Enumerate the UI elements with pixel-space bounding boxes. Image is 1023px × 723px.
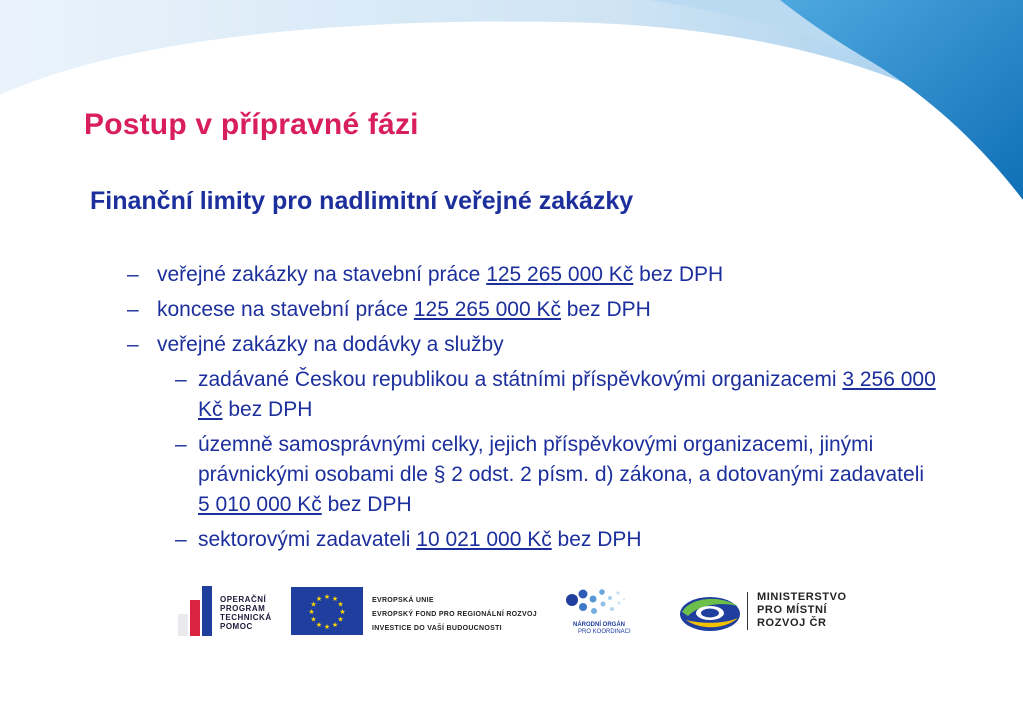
svg-text:★: ★ — [337, 615, 344, 624]
item-text: veřejné zakázky na stavební práce — [157, 263, 487, 286]
mmr-logo-line: ROZVOJ ČR — [757, 617, 827, 629]
op-technicka-pomoc-logo — [178, 586, 274, 636]
svg-text:★: ★ — [315, 595, 323, 603]
svg-text:★: ★ — [310, 615, 317, 624]
list-item — [0, 295, 917, 325]
list-item — [0, 260, 917, 290]
svg-text:★: ★ — [323, 623, 331, 631]
item-amount: 10 021 000 Kč — [416, 528, 552, 551]
item-text: územně samosprávnými celky, jejich příspěvkovými organizacemi, jinými právnickými osobami dle § 2 odst. 2 písm. d) zákona, a dotovanými zadavateli — [198, 433, 925, 486]
op-logo-line: TECHNICKÁ — [220, 613, 272, 622]
bullet-dash: – — [127, 263, 139, 286]
svg-text:★: ★ — [315, 621, 323, 629]
svg-text:★: ★ — [323, 593, 331, 601]
bullet-dash: – — [175, 528, 187, 551]
item-amount: 125 265 000 Kč — [413, 298, 561, 321]
op-logo-line: OPERAČNÍ — [220, 595, 267, 604]
item-text: sektorovými zadavateli — [198, 528, 417, 551]
item-text: koncese na stavební práce — [157, 298, 414, 321]
narodni-organ-line1: NÁRODNÍ ORGÁN — [573, 622, 625, 628]
limits-list — [0, 260, 1023, 560]
sub-list-item — [0, 525, 938, 555]
bullet-dash: – — [127, 333, 139, 356]
eu-logo-line: EVROPSKÝ FOND PRO REGIONÁLNÍ ROZVOJ — [372, 611, 537, 618]
svg-text:★: ★ — [337, 600, 344, 609]
item-text: veřejné zakázky na dodávky a služby — [157, 333, 504, 356]
mmr-logo-line: PRO MÍSTNÍ — [757, 604, 828, 616]
narodni-organ-line2: PRO KOORDINACI — [578, 629, 631, 635]
svg-text:★: ★ — [339, 608, 346, 616]
mmr-logo-line: MINISTERSTVO — [757, 591, 847, 603]
item-suffix: bez DPH — [222, 398, 313, 421]
op-logo-line: POMOC — [220, 622, 253, 631]
svg-text:★: ★ — [310, 600, 317, 609]
mmr-divider — [747, 592, 748, 630]
item-suffix: bez DPH — [321, 493, 412, 516]
svg-text:★: ★ — [331, 595, 339, 603]
bullet-dash: – — [175, 433, 187, 456]
logo-strip — [0, 580, 1023, 650]
item-amount: 125 265 000 Kč — [486, 263, 634, 286]
item-text: zadávané Českou republikou a státními příspěvkovými organizacemi — [198, 368, 843, 391]
svg-text:★: ★ — [308, 608, 315, 616]
slide-subtitle: Finanční limity pro nadlimitní veřejné zakázky — [90, 187, 634, 215]
item-suffix: bez DPH — [551, 528, 642, 551]
sub-list-item — [0, 430, 938, 520]
list-item — [0, 330, 917, 360]
item-amount: 5 010 000 Kč — [198, 493, 322, 516]
svg-text:★: ★ — [331, 621, 339, 629]
sub-list-item — [0, 365, 938, 425]
slide-title: Postup v přípravné fázi — [84, 108, 419, 141]
eu-logo-line: INVESTICE DO VAŠÍ BUDOUCNOSTI — [372, 625, 502, 632]
item-suffix: bez DPH — [560, 298, 651, 321]
item-amount: 3 256 000 Kč — [198, 368, 936, 421]
mmr-logo-icon — [678, 590, 742, 638]
bullet-dash: – — [175, 368, 187, 391]
eu-logo-line: EVROPSKÁ UNIE — [372, 597, 434, 604]
eu-flag-icon — [291, 587, 363, 635]
item-suffix: bez DPH — [633, 263, 724, 286]
op-logo-line: PROGRAM — [220, 604, 266, 613]
bullet-dash: – — [127, 298, 139, 321]
